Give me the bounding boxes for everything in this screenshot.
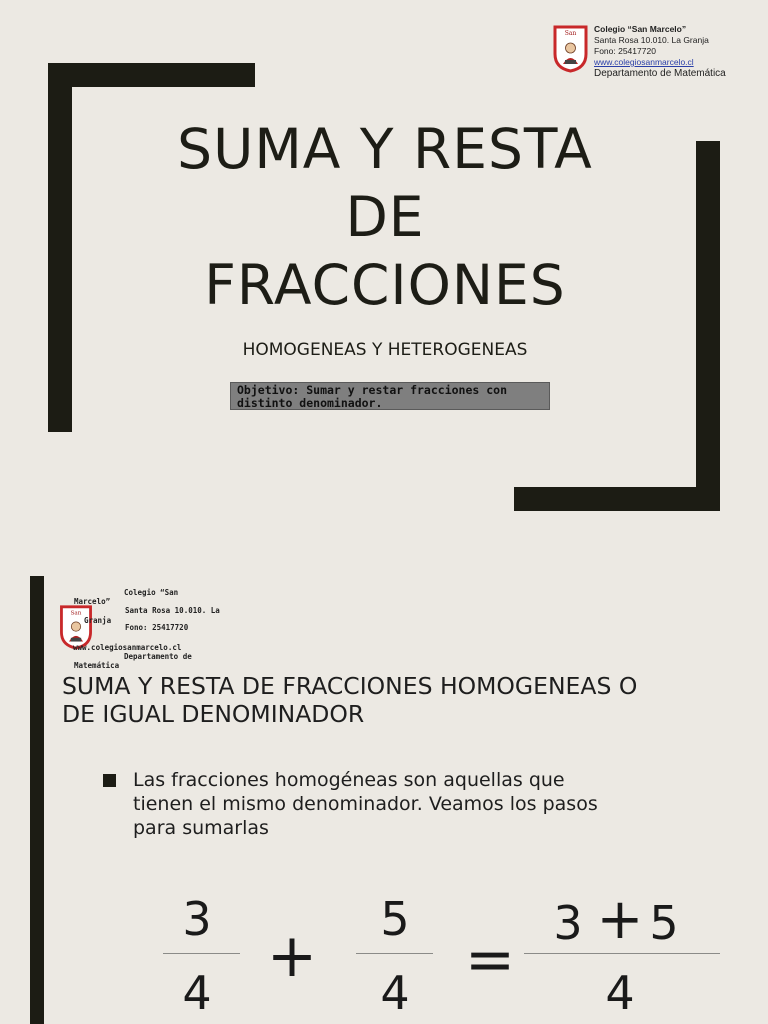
school2-department-2: Matemática: [74, 661, 120, 670]
fraction2-denominator: 4: [380, 966, 410, 1020]
school2-department-1: Departamento de: [124, 652, 192, 661]
bullet-text: [133, 768, 653, 840]
school2-name-1: Colegio “San: [124, 588, 179, 597]
school2-address-2: Granja: [84, 616, 112, 625]
school2-phone: Fono: 25417720: [125, 623, 189, 632]
bullet-line-2: tienen el mismo denominador. Veamos los pasos: [133, 793, 598, 815]
school-address: Santa Rosa 10.010. La Granja: [594, 35, 709, 45]
school-header: [594, 24, 726, 79]
section-heading: [62, 672, 742, 728]
fraction1-denominator: 4: [182, 966, 212, 1020]
slide2-left-bar: [30, 576, 44, 1024]
frame-bracket-right-horizontal: [514, 487, 720, 511]
heading-line-2: DE IGUAL DENOMINADOR: [62, 700, 365, 728]
bullet-marker: [103, 774, 116, 787]
school-website-link[interactable]: www.colegiosanmarcelo.cl: [594, 57, 694, 67]
school-department: Departamento de Matemática: [594, 68, 726, 79]
school2-website[interactable]: www.colegiosanmarcelo.cl: [73, 643, 182, 652]
school2-name-2: Marcelo”: [74, 597, 111, 606]
page-title: [60, 115, 710, 319]
fraction2-bar: [356, 953, 433, 954]
equals-operator: =: [464, 925, 516, 995]
fraction1-numerator: 3: [182, 892, 212, 946]
result-numerator-a: 3: [553, 896, 583, 950]
logo-text-top: San: [564, 30, 577, 37]
result-bar: [524, 953, 720, 954]
objective-line-2: distinto denominador.: [237, 396, 383, 410]
school2-address-1: Santa Rosa 10.010. La: [125, 606, 220, 615]
bullet-line-3: para sumarlas: [133, 817, 269, 839]
result-numerator-b: 5: [649, 896, 679, 950]
result-plus-operator: +: [596, 887, 644, 952]
fraction1-bar: [163, 953, 240, 954]
title-line-2: DE: [345, 185, 425, 249]
school-name: Colegio “San Marcelo”: [594, 24, 687, 34]
logo2-text-top: San: [70, 610, 82, 617]
objective-line-1: Objetivo: Sumar y restar fracciones con: [237, 383, 508, 397]
title-line-3: FRACCIONES: [204, 253, 566, 317]
title-line-1: SUMA Y RESTA: [177, 117, 593, 181]
objective-box: [230, 382, 550, 410]
subtitle: HOMOGENEAS Y HETEROGENEAS: [242, 340, 528, 360]
school-logo: [552, 24, 589, 73]
bullet-line-1: Las fracciones homogéneas son aquellas que: [133, 769, 565, 791]
fraction2-numerator: 5: [380, 892, 410, 946]
heading-line-1: SUMA Y RESTA DE FRACCIONES HOMOGENEAS O: [62, 672, 638, 700]
plus-operator: +: [266, 921, 318, 991]
result-denominator: 4: [605, 966, 635, 1020]
frame-bracket-left-horizontal: [48, 63, 255, 87]
school-phone: Fono: 25417720: [594, 46, 656, 56]
